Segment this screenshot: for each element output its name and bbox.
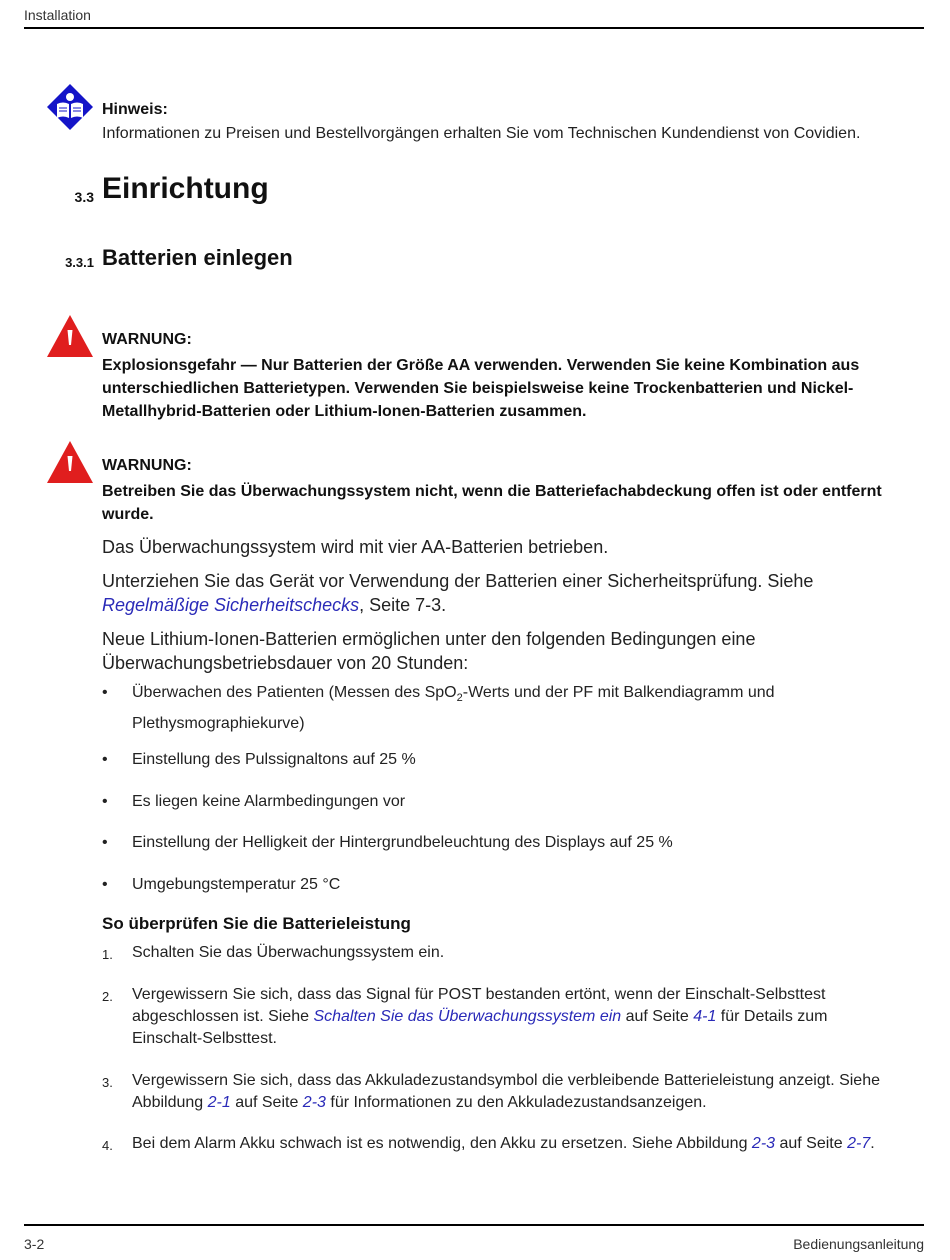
paragraph: Das Überwachungssystem wird mit vier AA-Batterien betrieben. [102, 537, 609, 557]
list-item-text: Umgebungstemperatur 25 °C [132, 876, 341, 893]
warning-label: WARNUNG: [102, 331, 192, 348]
subsection-number: 3.3.1 [65, 255, 94, 270]
step-text-part: Vergewissern Sie sich, dass das Akkuladezustandsymbol die verbleibende Batterieleistung anzeigt. Siehe Abbildung [132, 1072, 880, 1111]
bullet-marker: • [102, 751, 108, 768]
page-link[interactable]: 2-7 [847, 1135, 871, 1152]
document-title: Bedienungsanleitung [793, 1236, 924, 1252]
xref-link[interactable]: Regelmäßige Sicherheitschecks [102, 595, 360, 615]
subscript: 2 [456, 692, 463, 705]
subsection-title: Batterien einlegen [102, 245, 293, 270]
page-link[interactable]: 2-3 [302, 1094, 326, 1111]
note-label: Hinweis: [102, 101, 168, 118]
step-number: 3. [102, 1075, 113, 1090]
warning-label: WARNUNG: [102, 457, 192, 474]
list-item-text-part: -Werts und der PF mit Balkendiagramm und Plethysmographiekurve) [132, 684, 775, 733]
procedure-title: So überprüfen Sie die Batterieleistung [102, 914, 411, 933]
running-header: Installation [24, 7, 91, 23]
paragraph-text: , Seite 7-3. [359, 595, 447, 615]
step-text: Schalten Sie das Überwachungssystem ein. [132, 944, 445, 961]
header-rule [24, 27, 924, 29]
bullet-marker: • [102, 834, 108, 851]
page-link[interactable]: 4-1 [693, 1008, 717, 1025]
step-text [132, 1133, 902, 1155]
step-text [132, 1070, 902, 1114]
paragraph: Neue Lithium-Ionen-Batterien ermöglichen unter den folgenden Bedingungen eine Überwachungsbetriebsdauer von 20 Stunden: [102, 629, 756, 673]
step-text-part: auf Seite [621, 1008, 694, 1025]
warning-icon [46, 314, 94, 358]
list-item-text [132, 680, 832, 737]
manual-icon [46, 83, 94, 131]
bullet-marker: • [102, 684, 108, 701]
step-text-part: auf Seite [775, 1135, 848, 1152]
note-block [102, 99, 922, 145]
warning-block-1 [102, 329, 922, 423]
step-text-part: Bei dem Alarm Akku schwach ist es notwendig, den Akku zu ersetzen. Siehe Abbildung [132, 1135, 752, 1152]
step-number: 1. [102, 947, 113, 962]
warning-text: Explosionsgefahr — Nur Batterien der Größe AA verwenden. Verwenden Sie keine Kombination aus unterschiedlichen Batterietypen. Verwenden Sie beispielsweise keine Trockenbatterien und Nickel-Metallhybrid-Batterien oder Lithium-Ionen-Batterien zusammen. [102, 357, 860, 420]
section-title: Einrichtung [102, 172, 269, 205]
page-number: 3-2 [24, 1236, 45, 1252]
step-text [132, 984, 902, 1050]
step-text-part: auf Seite [230, 1094, 303, 1111]
step-number: 2. [102, 989, 113, 1004]
paragraph [102, 569, 922, 617]
warning-block-2 [102, 455, 922, 526]
bullet-marker: • [102, 793, 108, 810]
step-text-part: . [870, 1135, 875, 1152]
figure-link[interactable]: 2-1 [207, 1094, 231, 1111]
step-text-part: für Details zum Einschalt-Selbsttest. [132, 1008, 828, 1047]
warning-icon [46, 440, 94, 484]
note-text: Informationen zu Preisen und Bestellvorgängen erhalten Sie vom Technischen Kundendienst von Covidien. [102, 125, 861, 142]
list-item-text: Es liegen keine Alarmbedingungen vor [132, 793, 406, 810]
list-item-text-part: Überwachen des Patienten (Messen des SpO [132, 684, 457, 701]
xref-link[interactable]: Schalten Sie das Überwachungssystem ein [313, 1008, 622, 1025]
step-text-part: Vergewissern Sie sich, dass das Signal für POST bestanden ertönt, wenn der Einschalt-Selbsttest abgeschlossen ist. Siehe [132, 986, 826, 1025]
section-number: 3.3 [74, 189, 94, 205]
step-number: 4. [102, 1138, 113, 1153]
warning-text: Betreiben Sie das Überwachungssystem nicht, wenn die Batteriefachabdeckung offen ist oder entfernt wurde. [102, 483, 882, 523]
list-item-text: Einstellung des Pulssignaltons auf 25 % [132, 751, 416, 768]
bullet-marker: • [102, 876, 108, 893]
figure-link[interactable]: 2-3 [751, 1135, 776, 1152]
step-text-part: für Informationen zu den Akkuladezustandsanzeigen. [325, 1094, 707, 1111]
paragraph-text: Unterziehen Sie das Gerät vor Verwendung der Batterien einer Sicherheitsprüfung. Siehe [102, 571, 814, 591]
footer-rule [24, 1224, 924, 1226]
list-item-text: Einstellung der Helligkeit der Hintergrundbeleuchtung des Displays auf 25 % [132, 834, 673, 851]
